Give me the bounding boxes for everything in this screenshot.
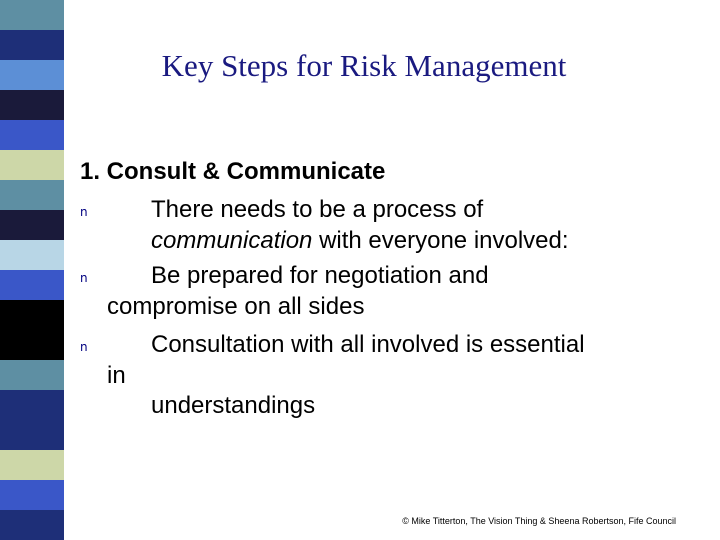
bullet-3-line-3: understandings xyxy=(151,392,316,419)
bullet-3-line-1: Consultation with all involved is essential xyxy=(151,331,585,358)
stripe-segment xyxy=(0,30,64,60)
stripe-segment xyxy=(0,390,64,420)
bullet-1-line-2 xyxy=(151,227,569,255)
bullet-2-line-1: Be prepared for negotiation and xyxy=(151,262,489,289)
decorative-stripe-bar xyxy=(0,0,64,540)
bullet-2-line-2 xyxy=(107,293,364,321)
stripe-segment xyxy=(0,120,64,150)
stripe-segment xyxy=(0,330,64,360)
bullet-marker-2: n xyxy=(80,271,88,285)
stripe-segment xyxy=(0,450,64,480)
bullet-1-line-1: There needs to be a process of xyxy=(151,196,484,223)
section-heading: 1. Consult & Communicate xyxy=(80,158,386,185)
stripe-segment xyxy=(0,60,64,90)
bullet-2-word: compromise xyxy=(107,293,238,320)
stripe-segment xyxy=(0,360,64,390)
stripe-segment xyxy=(0,210,64,240)
bullet-1-tail: with everyone involved: xyxy=(312,227,569,254)
stripe-segment xyxy=(0,150,64,180)
slide-title: Key Steps for Risk Management xyxy=(161,48,567,83)
stripe-segment xyxy=(0,480,64,510)
stripe-segment xyxy=(0,180,64,210)
stripe-segment xyxy=(0,240,64,270)
copyright-footer: © Mike Titterton, The Vision Thing & Sheena Robertson, Fife Council xyxy=(402,516,676,526)
stripe-segment xyxy=(0,510,64,540)
bullet-marker-1: n xyxy=(80,205,88,219)
stripe-segment xyxy=(0,90,64,120)
stripe-segment xyxy=(0,300,64,330)
bullet-1-italic: communication xyxy=(151,227,313,254)
stripe-segment xyxy=(0,270,64,300)
bullet-3-line-2: in xyxy=(107,362,126,389)
stripe-segment xyxy=(0,420,64,450)
bullet-2-tail: on all sides xyxy=(237,293,365,320)
stripe-segment xyxy=(0,0,64,30)
bullet-marker-3: n xyxy=(80,340,88,354)
